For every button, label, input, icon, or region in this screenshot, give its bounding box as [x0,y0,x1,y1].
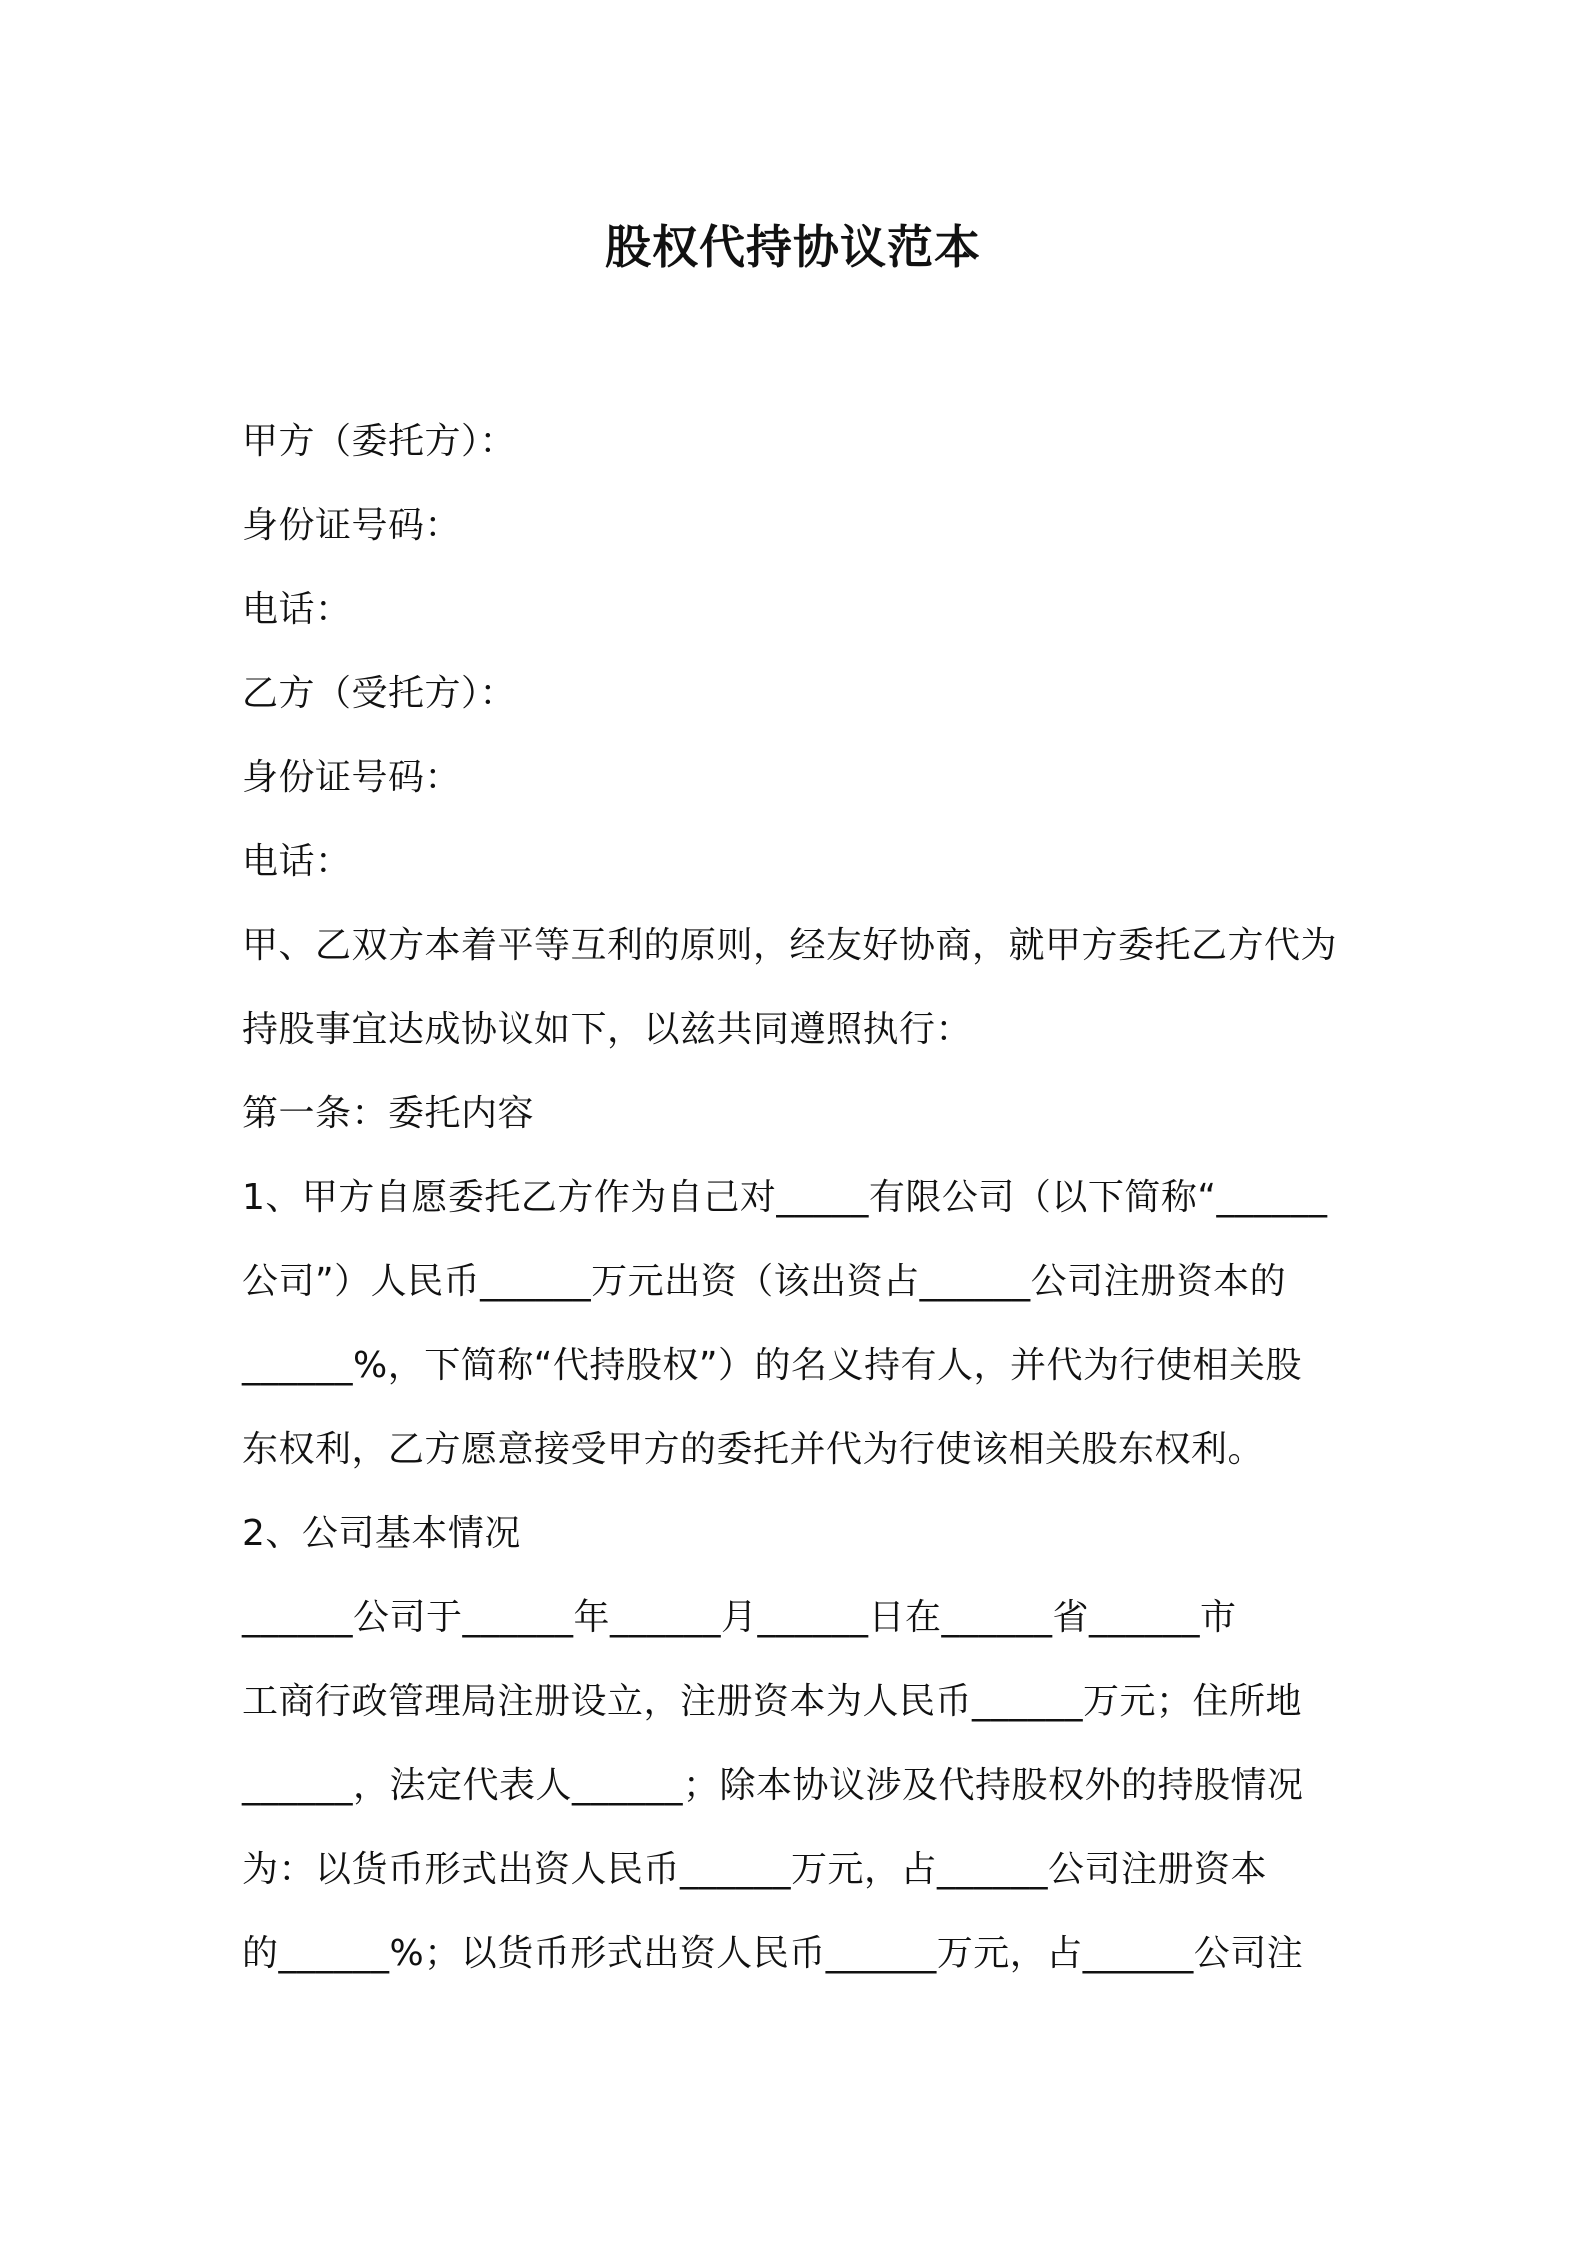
party-a-phone-label: 电话： [242,589,352,630]
clause-2-line-4: 为：以货币形式出资人民币______万元，占______公司注册资本 [242,1849,1268,1890]
party-a-id-number-label: 身份证号码： [242,505,462,546]
party-b-id-number-label: 身份证号码： [242,757,462,798]
clause-2-line-5: 的______%；以货币形式出资人民币______万元，占______公司注 [242,1933,1304,1974]
clause-2-line-3: ______，法定代表人______；除本协议涉及代持股权外的持股情况 [242,1765,1304,1806]
clause-2-heading: 2、公司基本情况 [242,1513,521,1554]
clause-1-line-4: 东权利，乙方愿意接受甲方的委托并代为行使该相关股东权利。 [242,1429,1265,1470]
preamble-line-1: 甲、乙双方本着平等互利的原则，经友好协商，就甲方委托乙方代为 [242,925,1338,966]
clause-1-line-3: ______%，下简称“代持股权”）的名义持有人，并代为行使相关股 [242,1345,1303,1386]
document-title: 股权代持协议范本 [605,220,981,274]
article-one-heading: 第一条：委托内容 [242,1093,535,1134]
clause-2-line-2: 工商行政管理局注册设立，注册资本为人民币______万元；住所地 [242,1681,1303,1722]
party-b-label: 乙方（受托方）： [242,673,517,714]
document-body [242,400,1362,1996]
clause-2-line-1: ______公司于______年______月______日在______省______市 [242,1597,1237,1638]
clause-1-line-1: 1、甲方自愿委托乙方作为自己对_____有限公司（以下简称“______ [242,1177,1328,1218]
clause-1-line-2: 公司”）人民币______万元出资（该出资占______公司注册资本的 [242,1261,1287,1302]
preamble-line-2: 持股事宜达成协议如下，以兹共同遵照执行： [242,1009,973,1050]
party-a-label: 甲方（委托方）： [242,421,517,462]
party-b-phone-label: 电话： [242,841,352,882]
